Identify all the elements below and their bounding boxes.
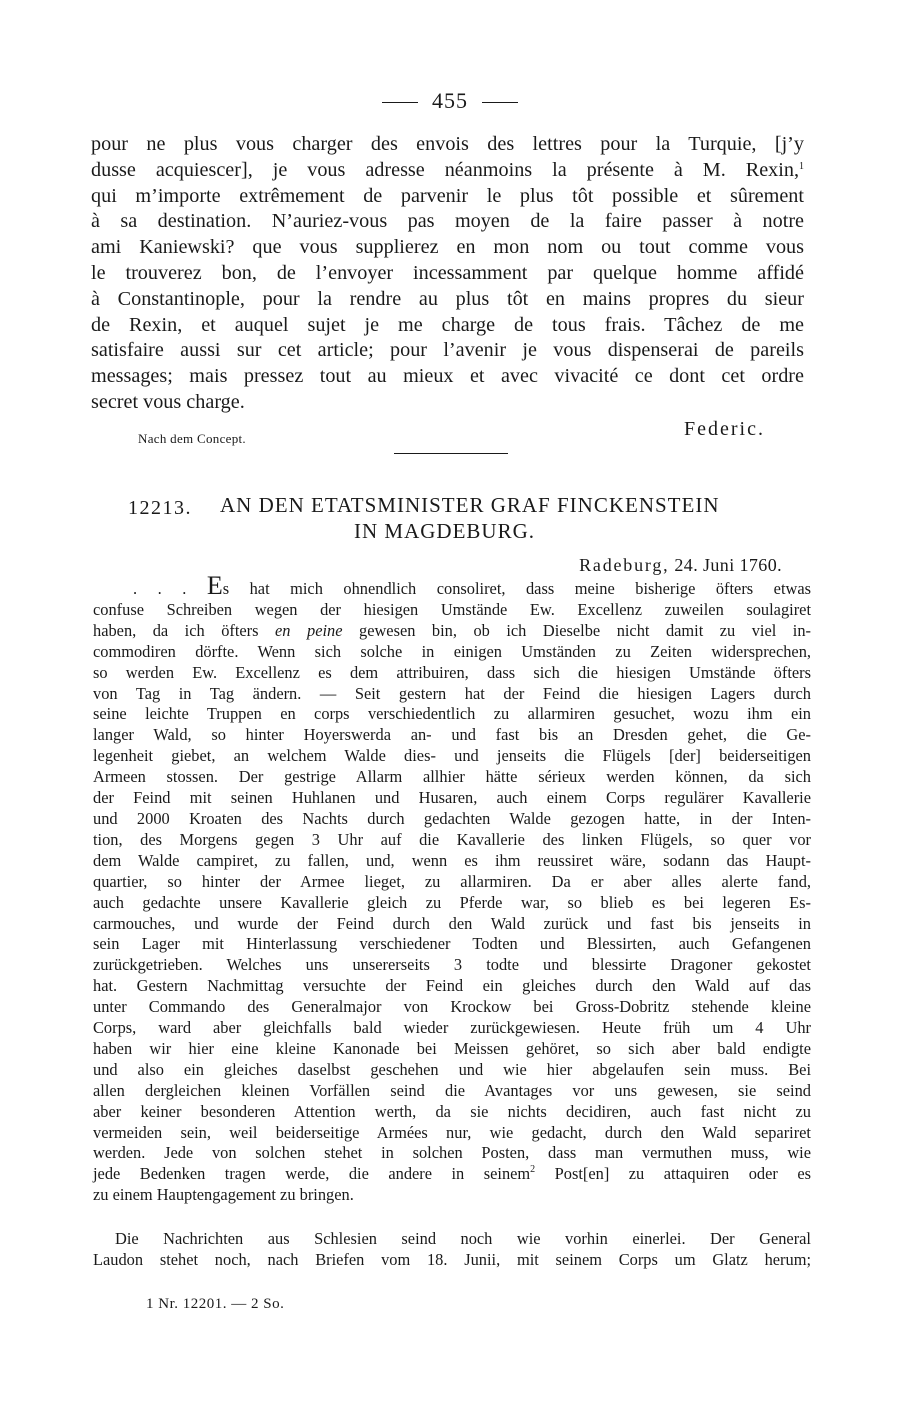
letter-line: tion, des Morgens gegen 3 Uhr auf die Kavallerie des linken Flügels, so quer vor [93,829,811,849]
heading-line-1: AN DEN ETATSMINISTER GRAF FINCKENSTEIN [220,493,720,517]
footnote-ref: 1 [799,160,804,172]
letter-line [93,1164,811,1185]
letter-body [93,571,812,1206]
paragraph-1-line: de Rexin, et auquel sujet je me charge de tous frais. Tâchez de me [91,313,804,336]
letter-line: der Feind mit seinen Huhlanen und Husaren, auch einem Corps regulärer Kavallerie [93,788,811,808]
paragraph-1-line [91,158,804,184]
letter-line: Laudon stehet noch, nach Briefen vom 18. Junii, mit seinem Corps um Glatz herum; [93,1249,811,1269]
letter-line: Armeen stossen. Der gestrige Allarm allhier hätte sérieux werden können, da sich [93,767,811,787]
paragraph-1-line-text: dusse acquiescer], je vous adresse néanmoins la présente à M. Rexin, [91,158,799,181]
letter-body-paragraph-2 [93,1229,811,1271]
paragraph-1-line: secret vous charge. [91,390,245,413]
letter-line: hat. Gestern Nachmittag versuchte der Feind ein gleiches durch den Wald auf das [93,976,811,996]
letter-line: haben wir hier eine kleine Kanonade bei Meissen gehöret, so sich aber bald endigte [93,1038,811,1058]
letter-heading [220,492,782,544]
letter-line: aber keiner besonderen Attention werth, da sie nichts decidiren, auch fast nicht zu [93,1101,811,1121]
letter-line: unter Commando des Generalmajor von Krockow bei Gross-Dobritz stehende kleine [93,997,811,1017]
page-number [0,88,900,114]
letter-line: von Tag in Tag ändern. — Seit gestern hat der Feind die hiesigen Lagers durch [93,683,811,703]
footnote-ref: 2 [530,1164,536,1176]
letter-line [93,621,811,642]
paragraph-1-line: satisfaire aussi sur cet article; pour l’avenir je vous dispenserai de pareils [91,339,804,362]
letter-line: Corps, ward aber gleichfalls bald wieder zurückgewiesen. Heute früh um 4 Uhr [93,1018,811,1038]
footnotes: 1 Nr. 12201. — 2 So. [146,1296,285,1312]
letter-line: confuse Schreiben wegen der hiesigen Umstände Ew. Excellenz zuweilen soulagiret [93,599,811,619]
letter-line: werden. Jede von solchen stehet in solchen Posten, dass man vermuthen muss, wie [93,1143,811,1163]
letter-line: carmouches, und wurde der Feind durch den Wald zurück und fast bis jenseits in [93,913,811,933]
paragraph-1-line: à sa destination. N’auriez-vous pas moyen de la faire passer à notre [91,210,804,233]
letter-line: vermeiden sein, weil beiderseitige Armées nur, wie gedacht, durch den Wald separiret [93,1122,811,1142]
paragraph-1-line: messages; mais pressez tout au mieux et avec vivacité ce dont cet ordre [91,365,804,388]
signature: Federic. [684,418,765,440]
paragraph-1-line: ami Kaniewski? que vous supplierez en mon nom ou tout comme vous [91,236,804,259]
letter-line-text: gewesen bin, ob ich Dieselbe nicht damit zu viel in- [359,620,812,640]
italic-phrase: en peine [275,620,343,640]
paragraph-1 [91,132,804,416]
letter-line: quartier, so hinter der Armee lieget, zu allarmiren. Da er aber alles alerte fand, [93,871,811,891]
place: Radeburg, [579,555,670,575]
letter-line: seine leichte Truppen en corps verschiedentlich zu allarmiren gesuchet, wozu ihm ein [93,704,811,724]
letter-line-text: haben, da ich öfters [93,620,259,640]
letter-opening-ellipsis: . . . [133,579,187,598]
letter-line: und 2000 Kroaten des Nachts durch gedachten Walde gezogen hatte, in der Inten- [93,808,811,828]
letter-line: und also ein gleiches daselbst geschehen und wie hier abgelaufen sein muss. Bei [93,1059,811,1079]
letter-line: allen dergleichen kleinen Vorfällen seind die Avantages vor uns gewesen, sie seind [93,1080,811,1100]
letter-line: legenheit giebet, an welchem Walde dies- und jenseits die Flügels [der] beiderseitigen [93,746,811,766]
letter-line [93,571,811,600]
date: 24. Juni 1760. [674,555,782,575]
paragraph-1-line: à Constantinople, pour la rendre au plus tôt en mains propres du sieur [91,287,804,310]
letter-line: langer Wald, so hinter Hoyerswerda an- und fast bis an Dresden gehet, die Ge- [93,725,811,745]
section-separator [394,453,508,454]
letter-line-text: Post[en] zu attaquiren oder es [535,1164,811,1184]
page-number-text: 455 [432,88,468,113]
letter-line: Die Nachrichten aus Schlesien seind noch wie vorhin einerlei. Der General [115,1229,811,1248]
letter-line-text: s hat mich ohnendlich consoliret, dass meine bisherige öfters etwas [222,579,811,598]
letter-line: zurückgetrieben. Welches uns unsererseits 3 todte und blessirte Dragoner gekostet [93,955,811,975]
letter-line: so werden Ew. Excellenz es dem attribuiren, dass sich die hiesigen Umstände öfters [93,662,811,682]
place-date [579,555,782,576]
letter-line: auch gedachte unsere Kavallerie gleich zu Pferde war, so blieb es bei legeren Es- [93,892,811,912]
document-number: 12213. [128,497,192,519]
letter-initial: E [206,571,223,600]
letter-line: dem Walde campiret, zu fallen, und, wenn es ihm reussiret wäre, sodann das Haupt- [93,850,811,870]
source-note: Nach dem Concept. [138,431,246,446]
page-number-dash-left [382,102,418,103]
paragraph-1-line: qui m’importe extrêmement de parvenir le plus tôt possible et sûrement [91,184,804,207]
letter-line: commodiren dörfte. Wenn sich solche in einigen Umständen zu Zeiten widersprechen, [93,641,811,661]
letter-line: zu einem Hauptengagement zu bringen. [93,1185,354,1205]
letter-line: sein Lager mit Hinterlassung verschiedener Todten und Blessirten, auch Gefangenen [93,934,811,954]
page-number-dash-right [482,102,518,103]
paragraph-1-line: pour ne plus vous charger des envois des lettres pour la Turquie, [j’y [91,133,804,155]
heading-line-2: IN MAGDEBURG. [354,519,535,543]
letter-line-text: jede Bedenken tragen werde, die andere in seinem [93,1164,531,1184]
paragraph-1-line: le trouverez bon, de l’envoyer incessamment par quelque homme affidé [91,261,804,284]
